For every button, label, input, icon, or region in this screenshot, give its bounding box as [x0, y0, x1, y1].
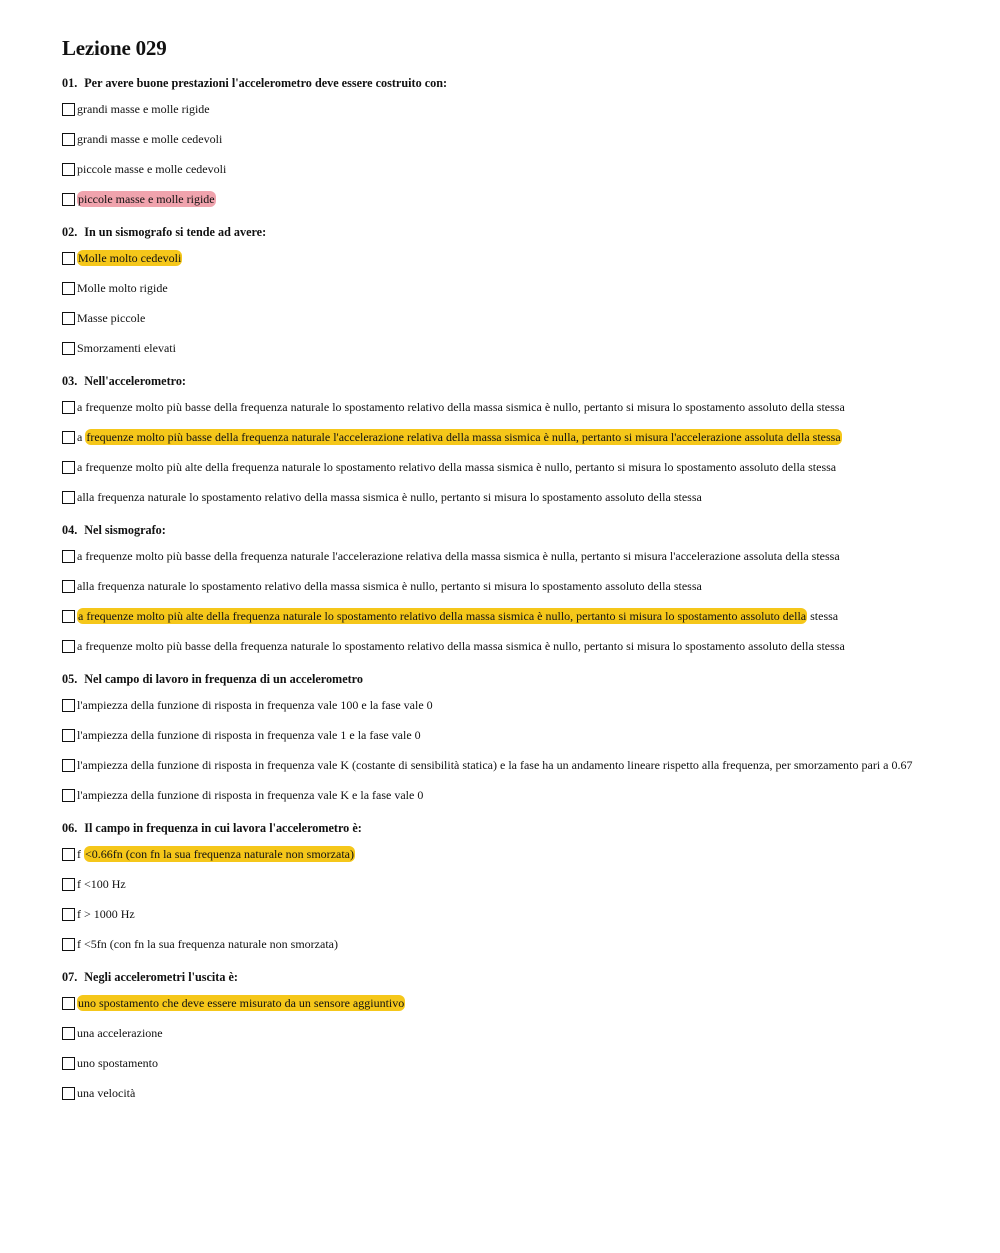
- answer-option[interactable]: [62, 488, 932, 508]
- answer-checkbox[interactable]: [62, 163, 75, 176]
- option-text: l'ampiezza della funzione di risposta in frequenza vale K (costante di sensibilità statica) e la fase ha un andamento lineare rispetto alla frequenza, per smorzamento pari a 0.67: [77, 758, 913, 772]
- answer-option[interactable]: [62, 428, 932, 448]
- answer-option[interactable]: [62, 577, 932, 597]
- option-text: f <5fn (con fn la sua frequenza naturale non smorzata): [77, 937, 338, 951]
- answer-checkbox[interactable]: [62, 550, 75, 563]
- option-text: a frequenze molto più basse della frequenza naturale lo spostamento relativo della massa sismica è nullo, pertanto si misura lo spostamento assoluto della stessa: [77, 639, 845, 653]
- highlighted-option-text: frequenze molto più basse della frequenza naturale l'accelerazione relativa della massa sismica è nulla, pertanto si misura l'accelerazione assoluta della stessa: [86, 430, 841, 444]
- answer-option[interactable]: [62, 100, 932, 120]
- option-text: grandi masse e molle rigide: [77, 102, 210, 116]
- option-text: f > 1000 Hz: [77, 907, 135, 921]
- question-block: [62, 969, 932, 1104]
- question-text: In un sismografo si tende ad avere:: [84, 225, 267, 239]
- question-text: Per avere buone prestazioni l'accelerometro deve essere costruito con:: [84, 76, 448, 90]
- answer-checkbox[interactable]: [62, 431, 75, 444]
- answer-option[interactable]: [62, 1054, 932, 1074]
- answer-checkbox[interactable]: [62, 848, 75, 861]
- highlighted-option-text: piccole masse e molle rigide: [78, 192, 215, 206]
- answer-checkbox[interactable]: [62, 640, 75, 653]
- page-title: Lezione 029: [62, 36, 167, 60]
- question-number: 06.: [62, 821, 78, 835]
- answer-checkbox[interactable]: [62, 759, 75, 772]
- option-text: stessa: [807, 609, 839, 623]
- answer-checkbox[interactable]: [62, 1057, 75, 1070]
- answer-option[interactable]: [62, 160, 932, 180]
- answer-option[interactable]: [62, 905, 932, 925]
- option-text: l'ampiezza della funzione di risposta in frequenza vale K e la fase vale 0: [77, 788, 424, 802]
- option-text: una velocità: [77, 1086, 136, 1100]
- answer-checkbox[interactable]: [62, 491, 75, 504]
- option-text: l'ampiezza della funzione di risposta in frequenza vale 100 e la fase vale 0: [77, 698, 433, 712]
- question-text: Negli accelerometri l'uscita è:: [84, 970, 238, 984]
- option-text: l'ampiezza della funzione di risposta in frequenza vale 1 e la fase vale 0: [77, 728, 421, 742]
- option-text: Smorzamenti elevati: [77, 341, 176, 355]
- answer-option[interactable]: [62, 339, 932, 359]
- answer-checkbox[interactable]: [62, 312, 75, 325]
- answer-checkbox[interactable]: [62, 133, 75, 146]
- answer-option[interactable]: [62, 279, 932, 299]
- option-text: alla frequenza naturale lo spostamento relativo della massa sismica è nullo, pertanto si misura lo spostamento assoluto della stessa: [77, 579, 702, 593]
- question-title: [62, 75, 932, 91]
- answer-option[interactable]: [62, 190, 932, 210]
- highlighted-option-text: Molle molto cedevoli: [78, 251, 182, 265]
- answer-option[interactable]: [62, 756, 932, 776]
- highlighted-option-text: <0.66fn (con fn la sua frequenza naturale non smorzata): [85, 847, 354, 861]
- answer-checkbox[interactable]: [62, 1027, 75, 1040]
- question-block: [62, 373, 932, 508]
- option-text: alla frequenza naturale lo spostamento relativo della massa sismica è nullo, pertanto si misura lo spostamento assoluto della stessa: [77, 490, 702, 504]
- option-text: a frequenze molto più alte della frequenza naturale lo spostamento relativo della massa sismica è nullo, pertanto si misura lo spostamento assoluto della stessa: [77, 460, 837, 474]
- answer-checkbox[interactable]: [62, 193, 75, 206]
- question-block: [62, 820, 932, 955]
- question-number: 05.: [62, 672, 78, 686]
- answer-checkbox[interactable]: [62, 461, 75, 474]
- option-text: a frequenze molto più basse della frequenza naturale lo spostamento relativo della massa sismica è nullo, pertanto si misura lo spostamento assoluto della stessa: [77, 400, 845, 414]
- answer-checkbox[interactable]: [62, 908, 75, 921]
- answer-checkbox[interactable]: [62, 729, 75, 742]
- answer-checkbox[interactable]: [62, 252, 75, 265]
- answer-checkbox[interactable]: [62, 789, 75, 802]
- option-text: Masse piccole: [77, 311, 146, 325]
- answer-option[interactable]: [62, 696, 932, 716]
- answer-checkbox[interactable]: [62, 997, 75, 1010]
- option-text: uno spostamento: [77, 1056, 158, 1070]
- question-text: Nel campo di lavoro in frequenza di un accelerometro: [84, 672, 363, 686]
- option-text: a frequenze molto più basse della frequenza naturale l'accelerazione relativa della massa sismica è nulla, pertanto si misura l'accelerazione assoluta della stessa: [77, 549, 840, 563]
- answer-checkbox[interactable]: [62, 878, 75, 891]
- answer-option[interactable]: [62, 637, 932, 657]
- question-title: [62, 671, 932, 687]
- option-text: f: [77, 847, 84, 861]
- question-title: [62, 224, 932, 240]
- answer-option[interactable]: [62, 726, 932, 746]
- option-text: Molle molto rigide: [77, 281, 168, 295]
- option-text: a: [77, 430, 86, 444]
- question-title: [62, 522, 932, 538]
- answer-checkbox[interactable]: [62, 610, 75, 623]
- question-text: Il campo in frequenza in cui lavora l'accelerometro è:: [84, 821, 362, 835]
- answer-checkbox[interactable]: [62, 938, 75, 951]
- question-block: [62, 224, 932, 359]
- answer-option[interactable]: [62, 607, 932, 627]
- answer-option[interactable]: [62, 309, 932, 329]
- question-block: [62, 671, 932, 806]
- answer-checkbox[interactable]: [62, 103, 75, 116]
- option-text: f <100 Hz: [77, 877, 126, 891]
- question-title: [62, 820, 932, 836]
- option-text: una accelerazione: [77, 1026, 163, 1040]
- answer-checkbox[interactable]: [62, 342, 75, 355]
- answer-option[interactable]: [62, 547, 932, 567]
- answer-option[interactable]: [62, 1084, 932, 1104]
- answer-checkbox[interactable]: [62, 699, 75, 712]
- question-number: 02.: [62, 225, 78, 239]
- question-number: 03.: [62, 374, 78, 388]
- answer-option[interactable]: [62, 249, 932, 269]
- question-title: [62, 969, 932, 985]
- answer-option[interactable]: [62, 845, 932, 865]
- answer-option[interactable]: [62, 130, 932, 150]
- document-page: [62, 36, 932, 1118]
- answer-option[interactable]: [62, 1024, 932, 1044]
- answer-option[interactable]: [62, 935, 932, 955]
- question-title: [62, 373, 932, 389]
- answer-option[interactable]: [62, 458, 932, 478]
- answer-option[interactable]: [62, 875, 932, 895]
- question-number: 01.: [62, 76, 78, 90]
- question-text: Nel sismografo:: [84, 523, 166, 537]
- highlighted-option-text: uno spostamento che deve essere misurato da un sensore aggiuntivo: [78, 996, 405, 1010]
- answer-option[interactable]: [62, 398, 932, 418]
- answer-option[interactable]: [62, 994, 932, 1014]
- question-number: 04.: [62, 523, 78, 537]
- answer-checkbox[interactable]: [62, 401, 75, 414]
- answer-checkbox[interactable]: [62, 580, 75, 593]
- question-block: [62, 75, 932, 210]
- option-text: grandi masse e molle cedevoli: [77, 132, 223, 146]
- answer-checkbox[interactable]: [62, 282, 75, 295]
- question-number: 07.: [62, 970, 78, 984]
- question-list: [62, 75, 932, 1104]
- answer-checkbox[interactable]: [62, 1087, 75, 1100]
- option-text: piccole masse e molle cedevoli: [77, 162, 227, 176]
- highlighted-option-text: a frequenze molto più alte della frequenza naturale lo spostamento relativo della massa sismica è nullo, pertanto si misura lo spostamento assoluto della: [78, 609, 807, 623]
- question-text: Nell'accelerometro:: [84, 374, 186, 388]
- answer-option[interactable]: [62, 786, 932, 806]
- question-block: [62, 522, 932, 657]
